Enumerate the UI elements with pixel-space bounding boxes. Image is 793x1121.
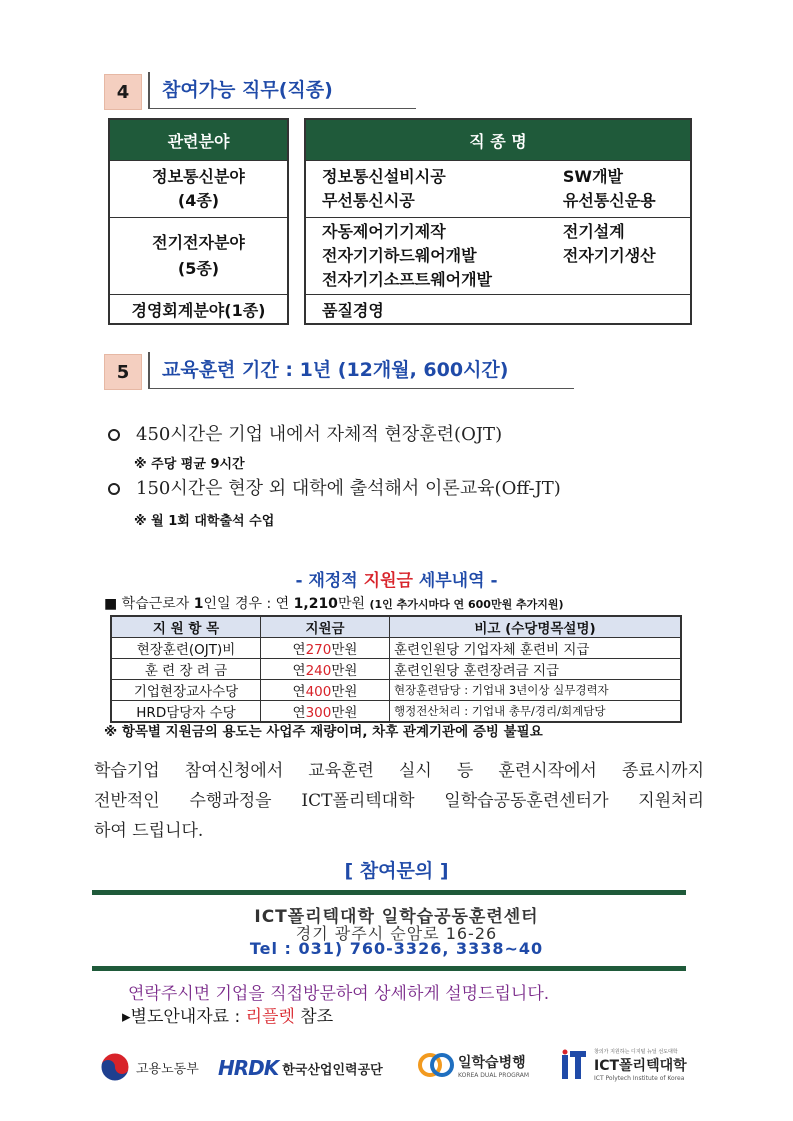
summary-part: 만원 [337, 596, 370, 612]
paragraph-line: 전반적인 수행과정을 ICT폴리텍대학 일학습공동훈련센터가 지원처리 [94, 791, 704, 811]
jobs-left-cell: 품질경영 [322, 300, 384, 320]
funding-title-highlight: 지원금 [363, 571, 413, 591]
ict-text-group [594, 1048, 687, 1082]
field-table [108, 118, 289, 325]
job-name: 자동제어기기제작 [322, 222, 446, 241]
job-name: SW개발 [562, 167, 623, 186]
table-row [111, 638, 681, 659]
note-cell: 훈련인원당 훈련장려금 지급 [390, 659, 682, 680]
ict-small-text: 창의가 지원하는 디지털 뉴딜 선도대학 [594, 1049, 678, 1055]
moel-text: 고용노동부 [136, 1061, 199, 1077]
amount-value: 300 [305, 705, 332, 721]
dual-logo [418, 1050, 529, 1080]
amount-pre: 연 [292, 663, 306, 679]
amount-unit: 만원 [331, 684, 358, 700]
section-5-underline [148, 388, 574, 389]
item-cell: HRD담당자 수당 [111, 701, 261, 723]
job-name: 전자기기소프트웨어개발 [322, 270, 493, 289]
funding-footnote: ※ 항목별 지원금의 용도는 사업주 재량이며, 차후 관계기관에 증빙 불필요 [104, 724, 543, 740]
jobs-right-cell [553, 161, 691, 218]
amount-value: 270 [305, 642, 332, 658]
dual-text-group [458, 1052, 529, 1079]
col-header: 지 원 항 목 [111, 616, 261, 638]
summary-part: 1 [193, 596, 204, 612]
section-4-underline [148, 108, 416, 109]
amount-cell [261, 701, 390, 723]
job-name: 유선통신운용 [562, 191, 656, 210]
jobs-left-cell [305, 161, 553, 218]
moel-logo [100, 1052, 199, 1082]
ict-logo [560, 1048, 687, 1082]
amount-pre: 연 [292, 642, 306, 658]
contact-top-bar [92, 890, 686, 895]
field-header: 관련분야 [109, 119, 288, 161]
job-name: 무선통신시공 [322, 191, 415, 210]
circle-bullet-icon [108, 483, 120, 495]
job-name: 전자기기하드웨어개발 [322, 246, 477, 265]
job-name: 전기설계 [562, 222, 625, 241]
field-row: 경영회계분야(1종) [109, 295, 288, 325]
field-name: 정보통신분야 [152, 167, 245, 186]
reference-part: ▸별도안내자료 : [122, 1007, 246, 1027]
amount-pre: 연 [292, 705, 306, 721]
funding-table [110, 615, 682, 723]
ict-mark-icon [560, 1049, 590, 1081]
contact-org: ICT폴리텍대학 일학습공동훈련센터 [254, 907, 539, 927]
amount-cell [261, 659, 390, 680]
amount-unit: 만원 [331, 663, 358, 679]
amount-pre: 연 [292, 684, 306, 700]
item-cell: 현장훈련(OJT)비 [111, 638, 261, 659]
jobs-header: 직 종 명 [305, 119, 691, 161]
bullet-note: ※ 월 1회 대학출석 수업 [134, 514, 275, 529]
contact-heading: [ 참여문의 ] [344, 860, 449, 882]
field-row [109, 218, 288, 295]
bullet-text: 450시간은 기업 내에서 자체적 현장훈련(OJT) [136, 424, 503, 445]
contact-visit: 연락주시면 기업을 직접방문하여 상세하게 설명드립니다. [128, 984, 550, 1004]
amount-cell [261, 638, 390, 659]
paragraph-line: 하여 드립니다. [94, 821, 204, 841]
amount-unit: 만원 [331, 642, 358, 658]
section-4-number: 4 [104, 74, 142, 110]
bullet-note: ※ 주당 평균 9시간 [134, 457, 245, 472]
contact-tel: Tel : 031) 760-3326, 3338~40 [249, 939, 544, 958]
ict-subtext: ICT Polytech Institute of Korea [594, 1075, 685, 1082]
hrdk-text: 한국산업인력공단 [282, 1062, 383, 1078]
contact-bottom-bar [92, 966, 686, 971]
dual-subtext: KOREA DUAL PROGRAM [458, 1071, 530, 1079]
reference-part: 참조 [294, 1007, 334, 1027]
field-count: (5종) [177, 259, 220, 278]
item-cell: 기업현장교사수당 [111, 680, 261, 701]
dual-text: 일학습병행 [458, 1054, 526, 1071]
note-cell: 현장훈련담당 : 기업내 3년이상 실무경력자 [390, 680, 682, 701]
job-name: 정보통신설비시공 [322, 167, 446, 186]
note-cell: 행정전산처리 : 기업내 총무/경리/회계담당 [390, 701, 682, 723]
field-count: (4종) [177, 191, 220, 210]
jobs-right-cell [553, 218, 691, 295]
paragraph [94, 756, 704, 846]
funding-title [0, 566, 793, 591]
section-5-title: 교육훈련 기간 : 1년 (12개월, 600시간) [148, 352, 508, 388]
contact-reference [122, 1002, 333, 1027]
circle-bullet-icon [108, 429, 120, 441]
col-header: 지원금 [261, 616, 390, 638]
item-cell: 훈 련 장 려 금 [111, 659, 261, 680]
dual-program-icon [418, 1050, 454, 1080]
section-5-number: 5 [104, 354, 142, 390]
ict-text: ICT폴리텍대학 [594, 1058, 687, 1074]
table-row [111, 659, 681, 680]
bullet-text: 150시간은 현장 외 대학에 출석해서 이론교육(Off-JT) [136, 478, 561, 499]
summary-part: 1,210 [293, 596, 338, 612]
job-name: 전자기기생산 [562, 246, 656, 265]
contact-address: 경기 광주시 순암로 16-26 [295, 924, 498, 943]
amount-unit: 만원 [331, 705, 358, 721]
field-row [109, 161, 288, 218]
funding-title-part: - 재정적 [295, 571, 364, 591]
reference-highlight: 리플렛 [245, 1007, 295, 1027]
section-4-title: 참여가능 직무(직종) [148, 72, 333, 108]
hrdk-mark: HRDK [218, 1056, 279, 1080]
amount-value: 240 [305, 663, 332, 679]
field-name: 전기전자분야 [152, 233, 245, 252]
amount-cell [261, 680, 390, 701]
paragraph-line: 학습기업 참여신청에서 교육훈련 실시 등 훈련시작에서 종료시까지 [94, 761, 704, 781]
jobs-table [304, 118, 692, 325]
funding-title-part: 세부내역 - [412, 571, 498, 591]
summary-part: 인일 경우 : 연 [203, 596, 294, 612]
summary-part: ■ 학습근로자 [104, 596, 194, 612]
amount-value: 400 [305, 684, 332, 700]
funding-summary [104, 593, 564, 613]
table-row [111, 680, 681, 701]
jobs-left-cell [305, 218, 553, 295]
col-header: 비고 (수당명목설명) [390, 616, 682, 638]
taegeuk-icon [100, 1052, 130, 1082]
note-cell: 훈련인원당 기업자체 훈련비 지급 [390, 638, 682, 659]
hrdk-logo [218, 1056, 383, 1080]
table-row [111, 701, 681, 723]
summary-part: (1인 추가시마다 연 600만원 추가지원) [369, 598, 564, 611]
